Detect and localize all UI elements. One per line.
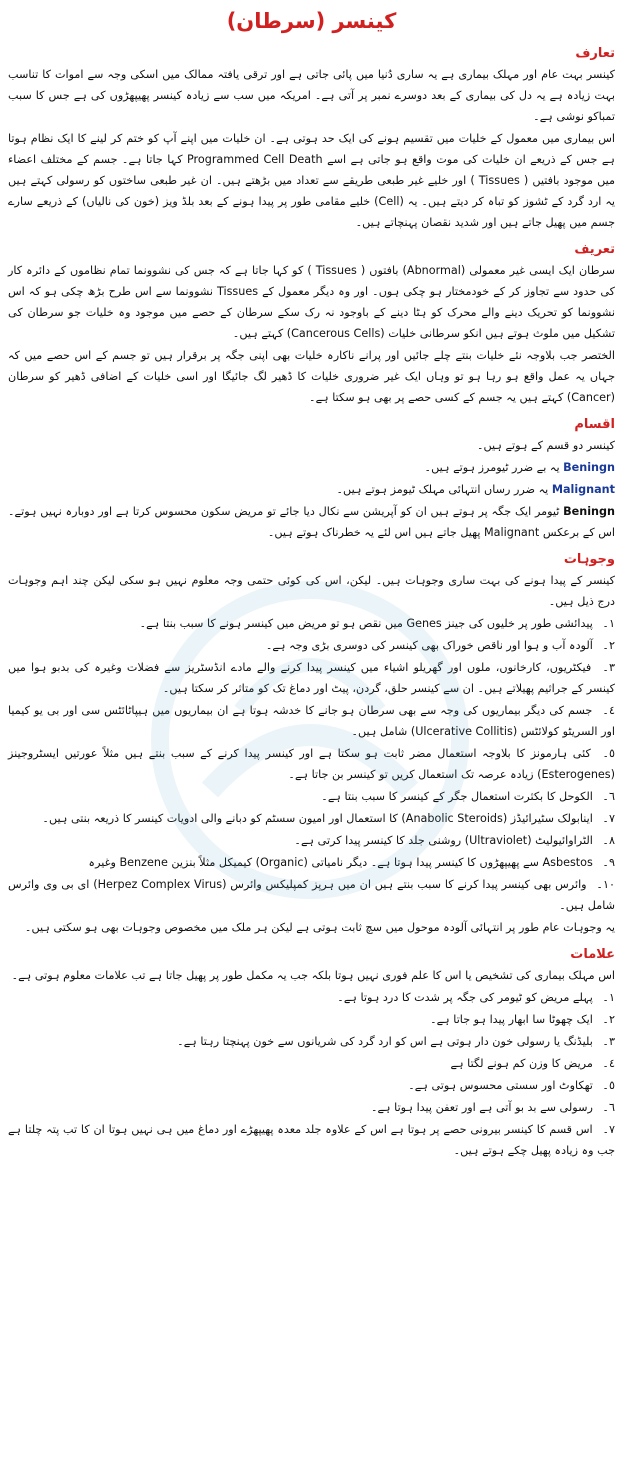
def-p1-en-4: (Cancerous Cells) xyxy=(286,327,385,340)
symptoms-item-text: پہلے مریض کو ٹیومر کی جگہ پر شدت کا درد ہوتا ہے۔ xyxy=(337,991,593,1004)
causes-list-item xyxy=(8,743,615,785)
intro-p2-text-d: خلیے مقامی طور پر پیدا ہونے کے بعد بلڈ ویز (خون کی نالیاں) کے ذریعے سارے جسم میں پھیل جاتے ہیں اور شدید نقصان پہنچاتے ہیں۔ xyxy=(8,195,615,229)
types-p4-text-a: ٹیومر ایک جگہ پر ہوتے ہیں ان کو آپریشن سے نکال دیا جائے تو مریض سکون محسوس کرتا ہے اور دوبارہ نہیں ہوتے۔ اس کے برعکس xyxy=(8,505,615,539)
causes-item-number: ١٠۔ xyxy=(596,878,616,891)
section-heading-definition: تعریف xyxy=(574,242,615,257)
causes-item-text: آلودہ آب و ہوا اور ناقص خوراک بھی کینسر کی دوسری بڑی وجہ ہے۔ xyxy=(265,639,593,652)
symptoms-intro: اس مہلک بیماری کی تشخیص یا اس کا علم فوری نہیں ہوتا بلکہ جب یہ مکمل طور پر پھیل جاتا ہے تب علامات معلوم ہوتی ہے۔ xyxy=(11,969,615,982)
causes-list-item xyxy=(8,635,615,656)
symptoms-list-item xyxy=(8,1009,615,1030)
symptoms-item-text: مریض کا وزن کم ہونے لگتا ہے xyxy=(450,1057,593,1070)
types-malignant-line xyxy=(8,479,615,500)
definition-paragraph-2 xyxy=(8,345,615,408)
types-paragraph-4 xyxy=(8,501,615,543)
intro-p2-text-b: کہا جاتا ہے۔ جسم کے مختلف اعضاء میں موجود بافتیں xyxy=(8,153,615,187)
causes-item-number: ٣۔ xyxy=(602,661,615,674)
symptoms-list-item xyxy=(8,1053,615,1074)
causes-item-text-end: کیمیکل مثلاً بنزین Benzene وغیرہ xyxy=(88,856,253,869)
symptoms-list-item xyxy=(8,1075,615,1096)
symptoms-list-item xyxy=(8,1119,615,1161)
symptoms-item-number: ٥۔ xyxy=(602,1079,615,1092)
causes-item-text: الکوحل کا بکثرت استعمال جگر کے کینسر کا سبب بنتا ہے۔ xyxy=(321,790,593,803)
def-p1-en-2: ( Tissues ) xyxy=(307,264,366,277)
causes-item-text: جسم کی دیگر بیماریوں کی وجہ سے بھی سرطان ہو جانے کا خدشہ ہوتا ہے ان بیماریوں میں ہیپاٹائٹس سی اور بی یو کیمیا اور السریٹو کولائٹس xyxy=(8,704,615,738)
causes-item-english: (Organic) xyxy=(255,856,308,869)
causes-closing: یہ وجوہات عام طور پر انتہائی آلودہ موحول میں سچ ثابت ہوتی ہے لیکن ہر ملک میں مخصوص وجوہات بھی ہو سکتی ہیں۔ xyxy=(24,921,615,934)
def-p2-text-a: الختصر جب بلاوجہ نئے خلیات بنتے چلے جائیں اور پرانے ناکارہ خلیات بھی اپنی جگہ پر برقرار ہیں تو جسم کے اس حصے میں کہ جہاں یہ عمل واقع ہو رہا ہو تو وہاں ایک غیر ضروری خلیات کا ڈھیر لگ جائیگا اور اسی خلیات کے اضافی ڈھیر کو سرطان xyxy=(8,349,615,383)
causes-item-number: ٨۔ xyxy=(602,834,615,847)
causes-item-number: ٤۔ xyxy=(602,704,615,717)
causes-list-item xyxy=(8,808,615,829)
causes-item-text-end: زیادہ عرصہ تک استعمال کریں تو کینسر بن جاتا ہے۔ xyxy=(288,768,534,781)
symptoms-item-number: ٧۔ xyxy=(602,1123,616,1136)
types-paragraph-1: کینسر دو قسم کے ہوتے ہیں۔ xyxy=(476,439,615,452)
benign-text: یہ بے ضرر ٹیومرز ہوتے ہیں۔ xyxy=(424,461,560,474)
causes-item-number: ٩۔ xyxy=(602,856,615,869)
causes-item-english: (Ultraviolet) xyxy=(464,834,532,847)
causes-item-number: ١۔ xyxy=(602,617,615,630)
causes-item-text: الٹراوائیولیٹ xyxy=(535,834,593,847)
types-p4-en-2: Malignant xyxy=(484,526,540,539)
intro-p2-text-a: اس بیماری میں معمول کے خلیات میں تقسیم ہونے کی ایک حد ہوتی ہے۔ ان خلیات میں اپنے آپ کو ختم کر لینے کا ایک نظام ہوتا ہے جس کے ذریعے ان خلیات کی موت واقع ہو جاتی ہے اسے xyxy=(8,132,615,166)
causes-item-english: (Esterogenes) xyxy=(537,768,615,781)
causes-item-text: Asbestos سے پھیپھڑوں کا کینسر پیدا ہوتا ہے۔ دیگر نامیاتی xyxy=(311,856,593,869)
causes-item-text-end: شامل ہیں۔ xyxy=(351,725,408,738)
causes-item-text-end: روشنی جلد کا کینسر پیدا کرتی ہے۔ xyxy=(294,834,462,847)
causes-item-number: ٥۔ xyxy=(602,747,616,760)
def-p1-text-b: بافتوں xyxy=(369,264,399,277)
intro-paragraph-1: کینسر بہت عام اور مہلک بیماری ہے یہ ساری دُنیا میں پائی جاتی ہے اور ترقی یافتہ ممالک میں اسکی وجہ سے اموات کا تناسب بہت زیادہ ہے یہ دل کی بیماری کے بعد دوسرے نمبر پر آتی ہے۔ امریکہ میں سب سے زیادہ کینسر پھیپھڑوں کی ہے جس کا سبب تمباکو نوشی ہے۔ xyxy=(8,68,615,123)
causes-item-number: ٢۔ xyxy=(602,639,615,652)
section-heading-symptoms: علامات xyxy=(570,947,615,962)
section-heading-intro: تعارف xyxy=(575,46,615,61)
causes-list-item xyxy=(8,786,615,807)
causes-item-text-end: ای بی وی وائرس شامل ہیں۔ xyxy=(8,878,615,912)
types-benign-line xyxy=(8,457,615,478)
section-heading-causes: وجوہات xyxy=(563,552,615,567)
intro-p2-text-c: اور خلیے غیر طبعی طریقے سے تعداد میں بڑھتے ہیں۔ ان غیر طبعی ساختوں کو رسولی کہتے ہیں یہ ارد گرد کے ٹشوز کو تباہ کر دیتے ہیں۔ یہ xyxy=(8,174,615,208)
causes-list-item xyxy=(8,830,615,851)
symptoms-list-item xyxy=(8,987,615,1008)
symptoms-item-text: رسولی سے بد بو آتی ہے اور تعفن پیدا ہوتا ہے۔ xyxy=(370,1101,593,1114)
def-p1-en-1: (Abnormal) xyxy=(402,264,466,277)
causes-intro: کینسر کے پیدا ہونے کی بہت ساری وجوہات ہیں۔ لیکن، اس کی کوئی حتمی وجہ معلوم نہیں ہو سکی لیکن چند اہم وجوہات درج ذیل ہیں۔ xyxy=(8,574,615,608)
intro-p2-en-3: (Cell) xyxy=(374,195,404,208)
intro-p2-en-2: ( Tissues ) xyxy=(470,174,529,187)
causes-item-text: پیدائشی طور پر خلیوں کی جینز xyxy=(445,617,593,630)
causes-list-item xyxy=(8,700,615,742)
symptoms-item-text: بلیڈنگ یا رسولی خون دار ہوتی ہے اس کو ارد گرد کی شریانوں سے خون پہنچتا رہتا ہے۔ xyxy=(177,1035,593,1048)
causes-item-english: (Anabolic Steroids) xyxy=(401,812,508,825)
symptoms-item-text: تھکاوٹ اور سستی محسوس ہوتی ہے۔ xyxy=(408,1079,593,1092)
def-p2-en-1: (Cancer) xyxy=(566,391,615,404)
causes-item-text: کئی ہارمونز کا بلاوجہ استعمال مضر ثابت ہو سکتا ہے اور کینسر پیدا کرنے کے سبب بنتے ہیں مثلاً عورتیں ایسٹروجینز xyxy=(8,747,591,760)
causes-item-number: ٦۔ xyxy=(602,790,615,803)
symptoms-item-number: ٣۔ xyxy=(602,1035,615,1048)
causes-list-item xyxy=(8,657,615,699)
def-p1-text-a: سرطان ایک ایسی غیر معمولی xyxy=(469,264,616,277)
causes-list-item xyxy=(8,852,615,873)
def-p1-text-c: کو کہا جاتا ہے کہ جس کی نشوونما تمام نظاموں کے دائرہ کار کی حدود سے تجاوز کر کے خودمختار ہو چکی ہوں۔ اور وہ دیگر معمول کے xyxy=(8,264,615,298)
page-title: کینسر (سرطان) xyxy=(226,9,397,33)
def-p1-text-e: کہتے ہیں۔ xyxy=(232,327,284,340)
benign-label: Beningn xyxy=(563,461,615,474)
symptoms-list-item xyxy=(8,1097,615,1118)
types-p4-en-1: Beningn xyxy=(563,505,615,518)
symptoms-item-number: ٢۔ xyxy=(602,1013,615,1026)
causes-item-text-end: کا استعمال اور امیون سسٹم کو دبانے والی ادویات کینسر کا ذریعہ بنتی ہیں۔ xyxy=(42,812,398,825)
symptoms-item-number: ٤۔ xyxy=(602,1057,615,1070)
symptoms-item-text: اس قسم کا کینسر بیرونی حصے پر ہوتا ہے اس کے علاوہ جلد معدہ پھیپھڑے اور دماغ میں ہی نہیں ہوتا ان کا تب پتہ چلتا ہے جب وہ زیادہ پھیل چکے ہوتے ہیں۔ xyxy=(8,1123,615,1157)
def-p1-en-3: Tissues xyxy=(216,285,259,298)
causes-item-text: فیکٹریوں، کارخانوں، ملوں اور گھریلو اشیاء میں کینسر پیدا کرنے والے مادے انڈسٹریز سے فضلات وغیرہ کی بدبو ہوا میں کینسر کے جراثیم پھیلاتے ہیں۔ ان سے کینسر حلق، گردن، پیٹ اور دماغ تک کو متاثر کر سکتا ہیں۔ xyxy=(8,661,615,695)
causes-item-english: (Ulcerative Collitis) xyxy=(410,725,518,738)
causes-item-text: وائرس بھی کینسر پیدا کرنے کا سبب بنتے ہیں ان میں ہرپز کمپلیکس وائرس xyxy=(230,878,587,891)
def-p1-text-d: نشوونما سے اس طرح بڑھ چکی ہو کہ اس نشوونما کو تحریک دینے والے محرک کو ہٹا دینے کے باوجود نہ رک سکے سرطان کے حصے میں موجود وہ خلیات جو سرطان کی تشکیل میں ملوث ہوتے ہیں انکو سرطانی خلیات xyxy=(8,285,615,340)
symptoms-item-number: ٦۔ xyxy=(602,1101,615,1114)
intro-paragraph-2 xyxy=(8,128,615,233)
malignant-label: Malignant xyxy=(551,483,615,496)
intro-p2-en-1: Programmed Cell Death xyxy=(186,153,323,166)
causes-list-item xyxy=(8,874,615,916)
causes-list-item xyxy=(8,613,615,634)
causes-item-text-end: میں نقص ہو تو مریض میں کینسر ہونے کا سبب بنتا ہے۔ xyxy=(139,617,403,630)
causes-item-english: Genes xyxy=(406,617,442,630)
causes-item-english: (Herpez Complex Virus) xyxy=(93,878,227,891)
symptoms-list-item xyxy=(8,1031,615,1052)
types-p4-text-b: پھیل جاتے ہیں اس لئے یہ خطرناک ہوتے ہیں۔ xyxy=(267,526,481,539)
malignant-text: یہ ضرر رساں انتہائی مہلک ٹیومز ہوتے ہیں۔ xyxy=(336,483,549,496)
causes-item-number: ٧۔ xyxy=(602,812,615,825)
def-p2-text-b: کہتے ہیں یہ جسم کے کسی حصے پر بھی ہو سکتا ہے۔ xyxy=(309,391,564,404)
symptoms-item-text: ایک چھوٹا سا ابھار پیدا ہو جاتا ہے۔ xyxy=(430,1013,593,1026)
causes-item-text: اینابولک سٹیرائیڈز xyxy=(510,812,593,825)
symptoms-item-number: ١۔ xyxy=(602,991,615,1004)
section-heading-types: اقسام xyxy=(574,417,615,432)
definition-paragraph-1 xyxy=(8,260,615,344)
